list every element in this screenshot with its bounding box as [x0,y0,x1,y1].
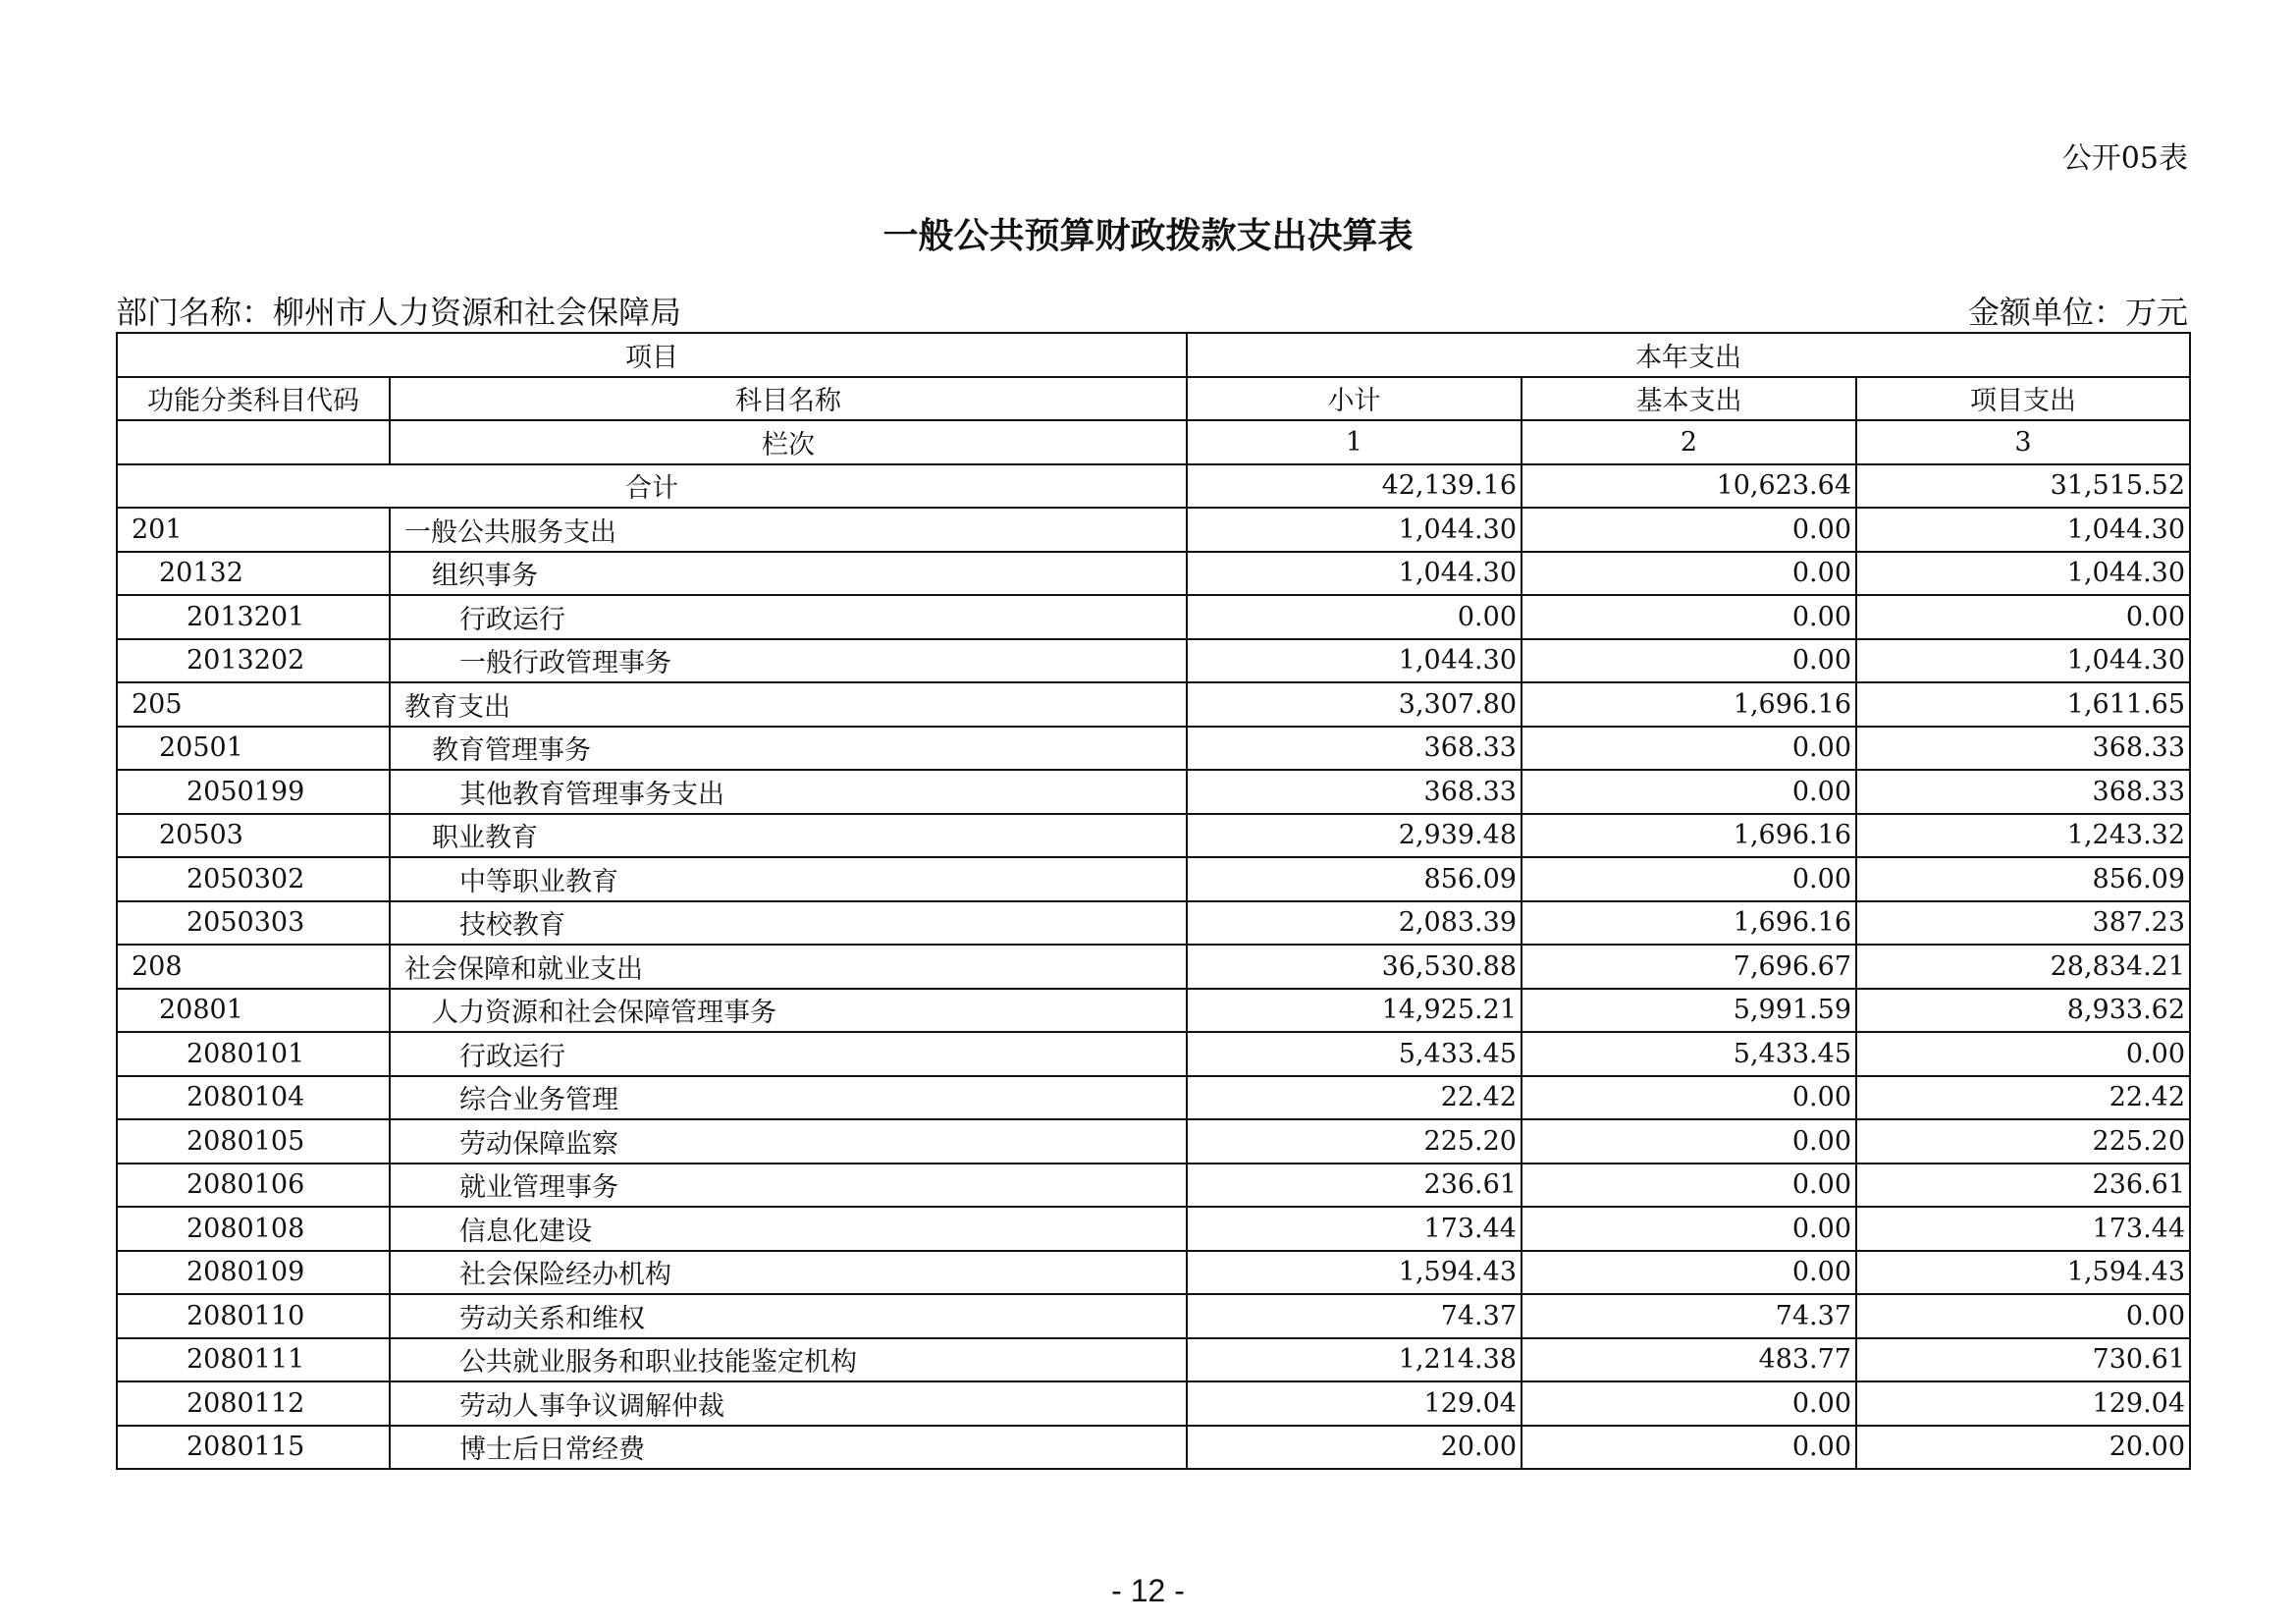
row-name: 技校教育 [390,901,1187,946]
row-subtotal: 1,044.30 [1187,552,1522,596]
row-subtotal: 3,307.80 [1187,682,1522,727]
row-subtotal: 22.42 [1187,1076,1522,1120]
row-code: 208 [117,945,390,989]
row-basic: 0.00 [1522,508,1856,552]
table-row [117,1164,2190,1208]
row-code: 2080101 [117,1032,390,1076]
header-name: 科目名称 [390,377,1187,421]
row-project: 1,044.30 [1856,508,2190,552]
row-name: 公共就业服务和职业技能鉴定机构 [390,1338,1187,1382]
row-subtotal: 129.04 [1187,1381,1522,1426]
table-row [117,814,2190,858]
table-row [117,727,2190,771]
row-project: 1,594.43 [1856,1251,2190,1295]
row-subtotal: 1,214.38 [1187,1338,1522,1382]
total-row [117,464,2190,509]
row-name: 行政运行 [390,595,1187,639]
row-code: 205 [117,682,390,727]
table-row [117,682,2190,727]
row-project: 368.33 [1856,727,2190,771]
amount-unit: 金额单位：万元 [1967,294,2188,331]
row-name: 行政运行 [390,1032,1187,1076]
header-current-year: 本年支出 [1187,333,2190,377]
row-basic: 0.00 [1522,727,1856,771]
row-subtotal: 173.44 [1187,1207,1522,1251]
row-name: 劳动关系和维权 [390,1294,1187,1338]
row-project: 129.04 [1856,1381,2190,1426]
header-item: 项目 [117,333,1187,377]
row-subtotal: 36,530.88 [1187,945,1522,989]
row-code: 2050303 [117,901,390,946]
row-project: 0.00 [1856,595,2190,639]
row-basic: 5,433.45 [1522,1032,1856,1076]
row-code: 2080109 [117,1251,390,1295]
row-basic: 0.00 [1522,770,1856,814]
row-code: 20132 [117,552,390,596]
row-name: 人力资源和社会保障管理事务 [390,989,1187,1033]
row-basic: 0.00 [1522,1119,1856,1164]
table-row [117,508,2190,552]
row-name: 劳动保障监察 [390,1119,1187,1164]
total-label: 合计 [117,464,1187,509]
table-row [117,945,2190,989]
row-basic: 0.00 [1522,552,1856,596]
row-basic: 483.77 [1522,1338,1856,1382]
row-code: 2080104 [117,1076,390,1120]
table-row [117,1207,2190,1251]
table-row [117,1426,2190,1470]
column-label: 栏次 [390,420,1187,464]
table-row [117,1251,2190,1295]
row-code: 20501 [117,727,390,771]
row-basic: 0.00 [1522,639,1856,683]
row-project: 730.61 [1856,1338,2190,1382]
row-project: 1,243.32 [1856,814,2190,858]
row-code: 2013202 [117,639,390,683]
row-name: 信息化建设 [390,1207,1187,1251]
total-subtotal: 42,139.16 [1187,464,1522,509]
row-code: 2080105 [117,1119,390,1164]
page-title: 一般公共预算财政拨款支出决算表 [882,216,1414,256]
total-project: 31,515.52 [1856,464,2190,509]
table-row [117,1076,2190,1120]
row-code: 2080115 [117,1426,390,1470]
row-code: 2050302 [117,857,390,901]
form-number: 公开05表 [2061,141,2188,176]
row-basic: 7,696.67 [1522,945,1856,989]
row-subtotal: 2,939.48 [1187,814,1522,858]
row-subtotal: 1,594.43 [1187,1251,1522,1295]
row-basic: 0.00 [1522,595,1856,639]
table-row [117,901,2190,946]
row-name: 综合业务管理 [390,1076,1187,1120]
row-subtotal: 368.33 [1187,770,1522,814]
row-project: 1,611.65 [1856,682,2190,727]
row-name: 社会保险经办机构 [390,1251,1187,1295]
row-basic: 1,696.16 [1522,682,1856,727]
row-project: 0.00 [1856,1032,2190,1076]
table-row [117,552,2190,596]
table-row [117,1119,2190,1164]
header-basic: 基本支出 [1522,377,1856,421]
row-project: 28,834.21 [1856,945,2190,989]
row-code: 2013201 [117,595,390,639]
row-name: 职业教育 [390,814,1187,858]
table-row [117,639,2190,683]
row-subtotal: 74.37 [1187,1294,1522,1338]
row-code: 2080111 [117,1338,390,1382]
row-subtotal: 5,433.45 [1187,1032,1522,1076]
department-name: 部门名称：柳州市人力资源和社会保障局 [116,294,682,331]
table-row [117,1381,2190,1426]
row-name: 博士后日常经费 [390,1426,1187,1470]
row-project: 0.00 [1856,1294,2190,1338]
column-number-1: 1 [1187,420,1522,464]
row-basic: 0.00 [1522,857,1856,901]
row-basic: 0.00 [1522,1426,1856,1470]
row-name: 就业管理事务 [390,1164,1187,1208]
row-name: 社会保障和就业支出 [390,945,1187,989]
row-basic: 0.00 [1522,1164,1856,1208]
row-subtotal: 0.00 [1187,595,1522,639]
row-subtotal: 20.00 [1187,1426,1522,1470]
row-project: 20.00 [1856,1426,2190,1470]
row-name: 一般公共服务支出 [390,508,1187,552]
row-subtotal: 2,083.39 [1187,901,1522,946]
empty-cell [117,420,390,464]
table-row [117,1032,2190,1076]
row-name: 中等职业教育 [390,857,1187,901]
row-code: 20801 [117,989,390,1033]
row-project: 1,044.30 [1856,639,2190,683]
row-code: 2080106 [117,1164,390,1208]
row-project: 387.23 [1856,901,2190,946]
header-row-3 [117,420,2190,464]
row-subtotal: 225.20 [1187,1119,1522,1164]
row-subtotal: 1,044.30 [1187,508,1522,552]
row-code: 20503 [117,814,390,858]
page-number: - 12 - [1111,1573,1185,1608]
row-project: 856.09 [1856,857,2190,901]
table-row [117,989,2190,1033]
row-project: 368.33 [1856,770,2190,814]
row-project: 173.44 [1856,1207,2190,1251]
row-basic: 0.00 [1522,1076,1856,1120]
row-project: 8,933.62 [1856,989,2190,1033]
row-subtotal: 236.61 [1187,1164,1522,1208]
header-subtotal: 小计 [1187,377,1522,421]
header-row-1 [117,333,2190,377]
row-code: 2080112 [117,1381,390,1426]
row-basic: 1,696.16 [1522,814,1856,858]
table-row [117,1338,2190,1382]
total-basic: 10,623.64 [1522,464,1856,509]
row-name: 教育管理事务 [390,727,1187,771]
row-project: 225.20 [1856,1119,2190,1164]
column-number-2: 2 [1522,420,1856,464]
row-name: 组织事务 [390,552,1187,596]
row-project: 1,044.30 [1856,552,2190,596]
row-code: 2050199 [117,770,390,814]
row-name: 教育支出 [390,682,1187,727]
row-subtotal: 368.33 [1187,727,1522,771]
row-project: 236.61 [1856,1164,2190,1208]
row-code: 201 [117,508,390,552]
budget-table [116,332,2191,1470]
row-name: 其他教育管理事务支出 [390,770,1187,814]
row-basic: 5,991.59 [1522,989,1856,1033]
row-project: 22.42 [1856,1076,2190,1120]
header-project: 项目支出 [1856,377,2190,421]
row-subtotal: 1,044.30 [1187,639,1522,683]
row-code: 2080108 [117,1207,390,1251]
header-row-2 [117,377,2190,421]
table-row [117,857,2190,901]
column-number-3: 3 [1856,420,2190,464]
table-row [117,1294,2190,1338]
row-code: 2080110 [117,1294,390,1338]
row-basic: 0.00 [1522,1381,1856,1426]
table-row [117,595,2190,639]
row-basic: 0.00 [1522,1251,1856,1295]
table-row [117,770,2190,814]
row-name: 劳动人事争议调解仲裁 [390,1381,1187,1426]
row-name: 一般行政管理事务 [390,639,1187,683]
row-subtotal: 856.09 [1187,857,1522,901]
row-basic: 1,696.16 [1522,901,1856,946]
header-code: 功能分类科目代码 [117,377,390,421]
row-basic: 0.00 [1522,1207,1856,1251]
row-subtotal: 14,925.21 [1187,989,1522,1033]
row-basic: 74.37 [1522,1294,1856,1338]
